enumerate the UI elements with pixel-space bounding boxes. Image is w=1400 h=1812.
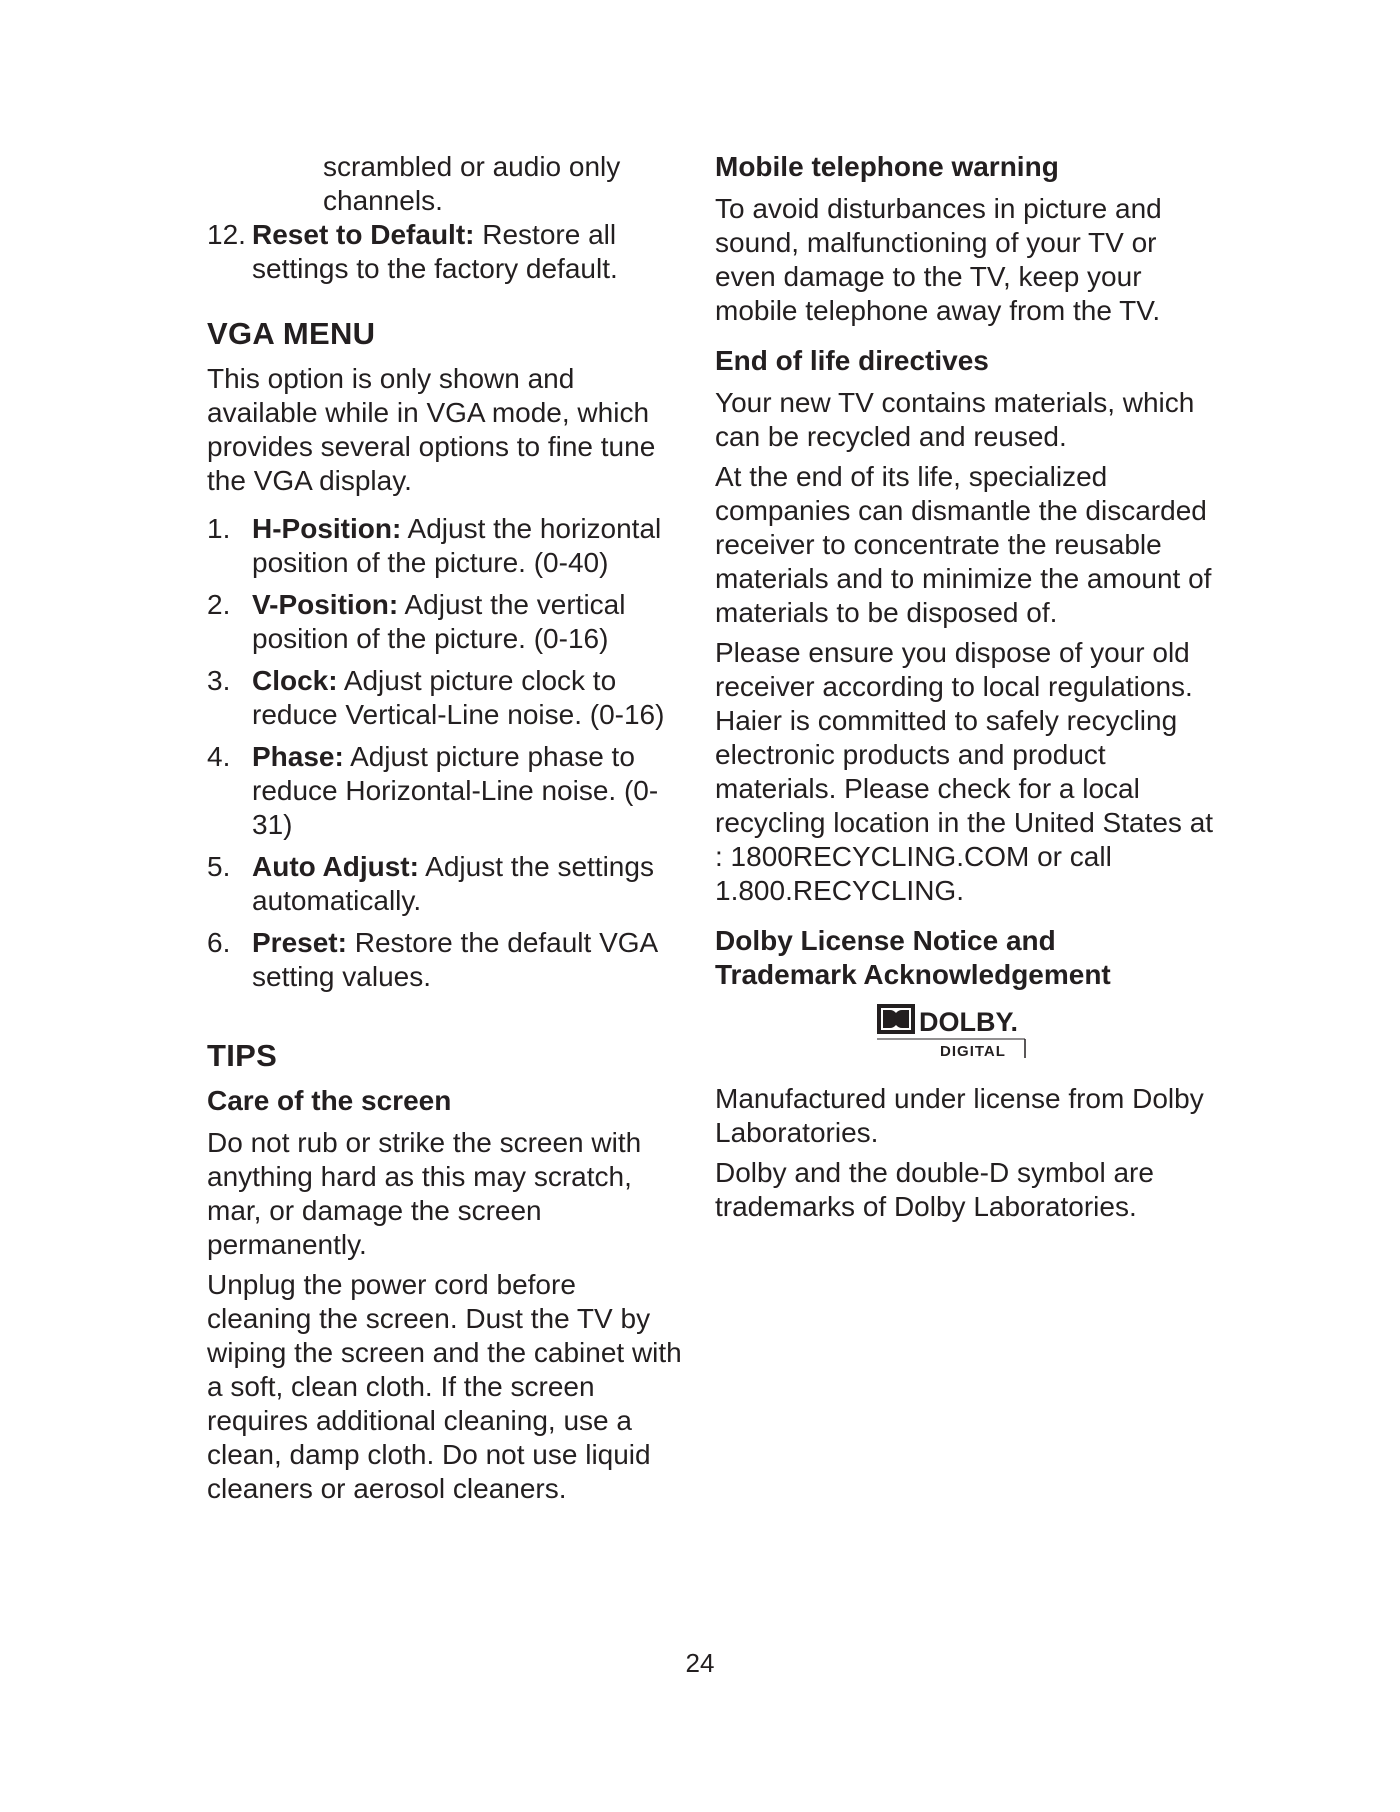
- page-number: 24: [685, 1648, 715, 1678]
- double-d-right: [894, 1010, 909, 1028]
- list-item: [207, 218, 687, 286]
- care-paragraph-2: Unplug the power cord before cleaning the screen. Dust the TV by wiping the screen and the cabinet with a soft, clean cloth. If the screen requires additional cleaning, use a clean, damp cloth. Do not use liquid cleaners or aerosol cleaners.: [207, 1269, 682, 1504]
- item-number: 3.: [207, 665, 231, 696]
- dolby-paragraph-2: Dolby and the double-D symbol are trademarks of Dolby Laboratories.: [715, 1157, 1154, 1222]
- dolby-heading: [715, 924, 1215, 992]
- item-label: Phase:: [252, 741, 344, 772]
- dolby-logo-word: DOLBY.: [919, 1007, 1019, 1037]
- item-number: 1.: [207, 513, 231, 544]
- vga-menu-heading: VGA MENU: [207, 316, 376, 351]
- dolby-heading-line-1: Dolby License Notice and: [715, 925, 1056, 956]
- item-label: Clock:: [252, 665, 338, 696]
- mobile-heading: Mobile telephone warning: [715, 151, 1059, 182]
- item-description: Restore the default VGA setting values.: [252, 927, 657, 992]
- care-heading: Care of the screen: [207, 1085, 452, 1116]
- item-text: [252, 850, 687, 918]
- item-description: Adjust the settings automatically.: [252, 851, 654, 916]
- tips-heading: TIPS: [207, 1038, 278, 1073]
- dolby-heading-line-2: Trademark Acknowledgement: [715, 959, 1111, 990]
- continuation-text: scrambled or audio only channels.: [323, 151, 621, 216]
- item-label: Preset:: [252, 927, 347, 958]
- dolby-logo-sub: DIGITAL: [940, 1043, 1006, 1060]
- item-label: V-Position:: [252, 589, 399, 620]
- left-column: [207, 150, 687, 1512]
- list-item: [207, 664, 687, 732]
- list-item: [207, 588, 687, 656]
- dolby-paragraph-1: Manufactured under license from Dolby Laboratories.: [715, 1083, 1204, 1148]
- item-number: 4.: [207, 741, 231, 772]
- list-item: [207, 512, 687, 580]
- eol-paragraph-3: Please ensure you dispose of your old receiver according to local regulations. Haier is committed to safely recycling electronic products and product materials. Please check for a local recycling location in the United States at : 1800RECYCLING.COM or call 1.800.RECYCLING.: [715, 637, 1214, 906]
- item-text: [252, 512, 687, 580]
- item-label: Reset to Default:: [252, 219, 475, 250]
- eol-paragraph-2: At the end of its life, specialized companies can dismantle the discarded receiver to concentrate the reusable materials and to minimize the amount of materials to be disposed of.: [715, 461, 1212, 628]
- vga-items-list: [207, 512, 687, 994]
- item-text: [252, 588, 687, 656]
- item-label: H-Position:: [252, 513, 402, 544]
- dolby-digital-logo: [877, 1004, 1027, 1062]
- reset-list: [207, 218, 687, 286]
- item-description: Adjust the horizontal position of the picture. (0-40): [252, 513, 662, 578]
- section-spacer: [715, 334, 1215, 344]
- section-spacer: [715, 914, 1215, 924]
- care-paragraph-1: Do not rub or strike the screen with anything hard as this may scratch, mar, or damage the screen permanently.: [207, 1127, 642, 1260]
- list-item: [207, 740, 687, 842]
- eol-paragraph-1: Your new TV contains materials, which can be recycled and reused.: [715, 387, 1195, 452]
- item-number: 2.: [207, 589, 231, 620]
- section-spacer: [207, 1002, 687, 1038]
- item-description: Restore all settings to the factory default.: [252, 219, 618, 284]
- item-text: [252, 926, 687, 994]
- item-text: [252, 740, 687, 842]
- list-item: [207, 926, 687, 994]
- vga-intro: This option is only shown and available while in VGA mode, which provides several options to fine tune the VGA display.: [207, 363, 656, 496]
- right-column: [715, 150, 1215, 1230]
- item-text: [252, 218, 687, 286]
- item-number: 5.: [207, 851, 231, 882]
- item-label: Auto Adjust:: [252, 851, 419, 882]
- eol-heading: End of life directives: [715, 345, 989, 376]
- item-number: 6.: [207, 927, 231, 958]
- item-description: Adjust picture clock to reduce Vertical-Line noise. (0-16): [252, 665, 665, 730]
- item-description: Adjust picture phase to reduce Horizontal-Line noise. (0-31): [252, 741, 659, 840]
- item-number: 12.: [207, 219, 246, 250]
- item-text: [252, 664, 687, 732]
- list-item: [207, 850, 687, 918]
- mobile-paragraph: To avoid disturbances in picture and sound, malfunctioning of your TV or even damage to the TV, keep your mobile telephone away from the TV.: [715, 193, 1162, 326]
- item-description: Adjust the vertical position of the picture. (0-16): [252, 589, 626, 654]
